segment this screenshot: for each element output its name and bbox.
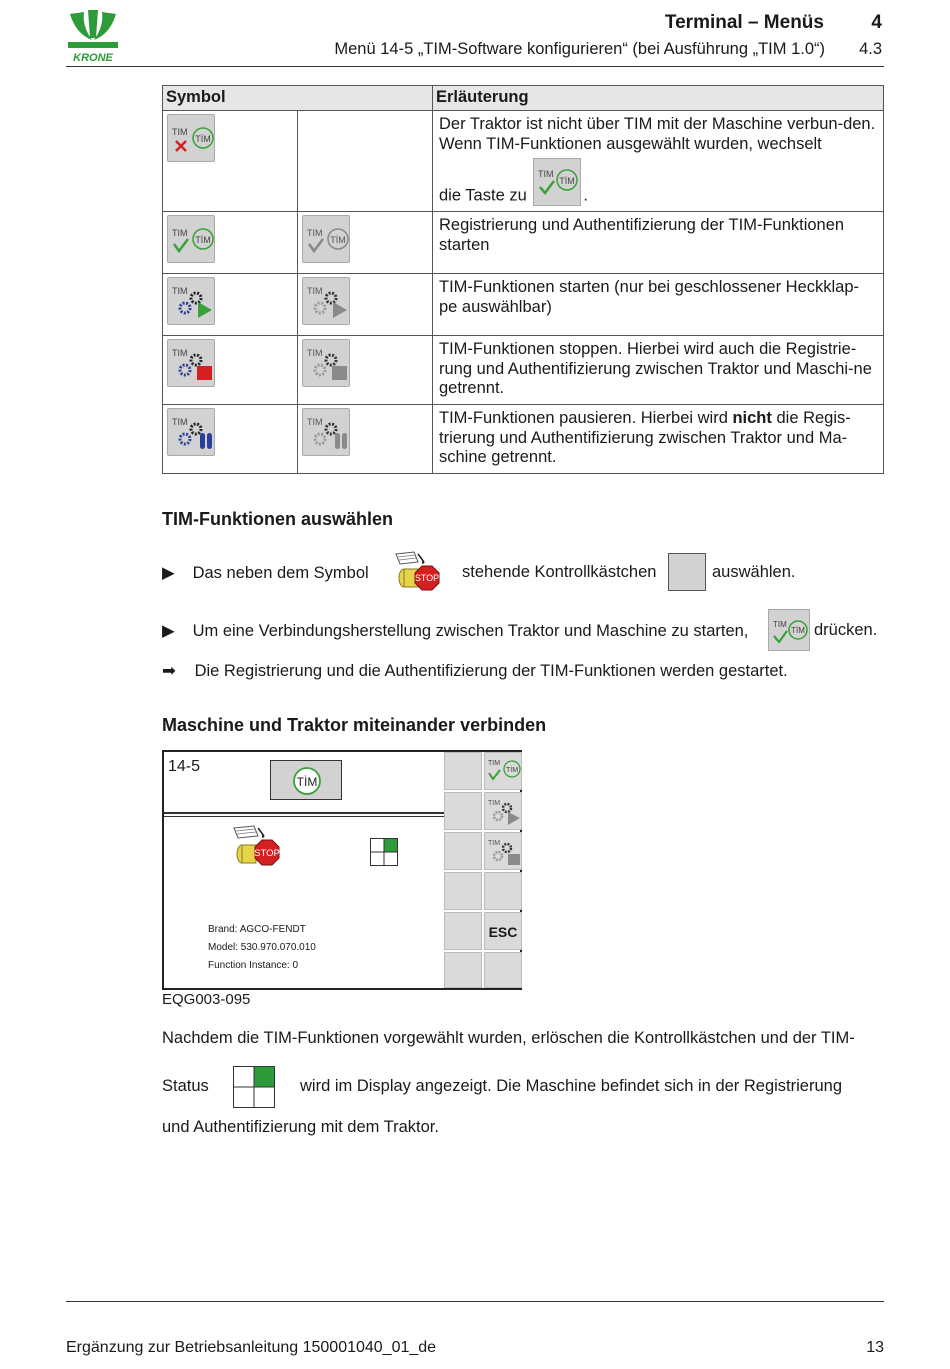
paragraph-line-2: wird im Display angezeigt. Die Maschine befindet sich in der Registrierung bbox=[300, 1077, 843, 1095]
screen-divider bbox=[164, 816, 444, 817]
svg-text:TİM: TİM bbox=[505, 767, 519, 774]
tim-register-active-icon bbox=[167, 215, 215, 263]
softkey-tim-stop[interactable] bbox=[484, 832, 522, 870]
softkey-empty[interactable] bbox=[484, 872, 522, 910]
tim-connect-button[interactable] bbox=[768, 609, 810, 651]
explanation-cell bbox=[433, 336, 884, 405]
row3-text: TIM-Funktionen starten (nur bei geschlossener Heckklap-pe auswählbar) bbox=[439, 278, 860, 316]
softkey-left-3[interactable] bbox=[444, 832, 482, 870]
section-number: 4.3 bbox=[859, 40, 882, 58]
explanation-cell bbox=[433, 405, 884, 474]
svg-text:TIM: TIM bbox=[172, 348, 188, 358]
tim-machine-stop-icon bbox=[392, 550, 444, 594]
row1-text3: . bbox=[583, 186, 588, 205]
svg-text:TIM: TIM bbox=[307, 286, 323, 296]
tim-pause-active-icon bbox=[167, 408, 215, 456]
symbol-cell bbox=[298, 212, 433, 274]
softkey-empty[interactable] bbox=[484, 952, 522, 988]
svg-text:TİM: TİM bbox=[330, 235, 346, 245]
terminal-screen bbox=[162, 750, 522, 990]
softkey-left-1[interactable] bbox=[444, 752, 482, 790]
tim-start-inactive-icon bbox=[302, 277, 350, 325]
header-divider bbox=[66, 66, 884, 67]
tim-machine-stop-icon bbox=[230, 824, 286, 872]
symbol-cell bbox=[163, 274, 298, 336]
row2-text: Registrierung und Authentifizierung der TIM-Funktionen starten bbox=[439, 216, 845, 254]
row5-text-b: die Regis-trierung und Authentifizierung zwischen Traktor und Ma-schine getrennt. bbox=[439, 409, 851, 466]
paragraph-status-label: Status bbox=[162, 1077, 209, 1095]
svg-text:TIM: TIM bbox=[307, 417, 323, 427]
symbol-cell bbox=[163, 111, 298, 212]
function-instance-label: Function Instance: 0 bbox=[208, 960, 299, 971]
tim-register-inactive-icon bbox=[302, 215, 350, 263]
symbol-cell bbox=[298, 336, 433, 405]
step-arrow-icon: ▶ bbox=[162, 564, 175, 582]
step-arrow-icon: ▶ bbox=[162, 622, 175, 640]
menu-id: 14-5 bbox=[168, 758, 201, 775]
tim-status-icon bbox=[370, 838, 398, 866]
svg-text:TIM: TIM bbox=[488, 840, 501, 847]
tim-stop-active-icon bbox=[167, 339, 215, 387]
stop-label: STOP bbox=[414, 573, 440, 583]
checkbox-example[interactable] bbox=[668, 553, 706, 591]
softkey-tim-start[interactable] bbox=[484, 792, 522, 830]
step1-text-a: Das neben dem Symbol bbox=[192, 564, 369, 582]
tim-button-label: TİM bbox=[296, 775, 318, 789]
symbol-cell bbox=[298, 111, 433, 212]
svg-text:TIM: TIM bbox=[488, 800, 501, 807]
softkey-left-5[interactable] bbox=[444, 912, 482, 950]
row5-text-bold: nicht bbox=[732, 409, 772, 427]
step2-text-a: Um eine Verbindungsherstellung zwischen Traktor und Maschine zu starten, bbox=[192, 622, 749, 640]
svg-text:TİM: TİM bbox=[559, 176, 576, 186]
svg-text:TIM: TIM bbox=[488, 760, 501, 767]
section-title: Menü 14-5 „TIM-Software konfigurieren“ (bei Ausführung „TIM 1.0“) bbox=[334, 40, 825, 58]
tim-pause-inactive-icon bbox=[302, 408, 350, 456]
stop-label: STOP bbox=[254, 848, 280, 859]
tim-button[interactable] bbox=[270, 760, 342, 800]
symbol-cell bbox=[163, 405, 298, 474]
row5-text-a: TIM-Funktionen pausieren. Hierbei wird bbox=[439, 409, 733, 427]
row5-text bbox=[433, 405, 883, 472]
svg-text:TIM: TIM bbox=[307, 348, 323, 358]
model-label: Model: 530.970.070.010 bbox=[208, 942, 316, 953]
softkey-left-2[interactable] bbox=[444, 792, 482, 830]
logo-text: KRONE bbox=[73, 52, 113, 64]
footer-document: Ergänzung zur Betriebsanleitung 150001040_01_de bbox=[66, 1339, 437, 1356]
svg-text:TİM: TİM bbox=[195, 235, 211, 245]
svg-text:TİM: TİM bbox=[791, 626, 805, 635]
section-heading-select: TIM-Funktionen auswählen bbox=[162, 509, 394, 529]
result-arrow-icon: ➡ bbox=[162, 662, 176, 680]
tim-stop-inactive-icon bbox=[302, 339, 350, 387]
row1-text2: die Taste zu bbox=[439, 186, 527, 205]
symbol-cell bbox=[298, 274, 433, 336]
col-header-explanation: Erläuterung bbox=[433, 86, 884, 111]
svg-text:TİM: TİM bbox=[195, 134, 211, 144]
explanation-cell bbox=[433, 274, 884, 336]
svg-text:TIM: TIM bbox=[172, 417, 188, 427]
figure-caption: EQG003-095 bbox=[162, 991, 251, 1008]
krone-logo bbox=[62, 8, 124, 64]
step1-text-b: stehende Kontrollkästchen bbox=[462, 563, 657, 581]
svg-text:TIM: TIM bbox=[172, 127, 188, 137]
symbol-cell bbox=[163, 336, 298, 405]
brand-label: Brand: AGCO-FENDT bbox=[208, 924, 306, 935]
softkey-tim-connect[interactable] bbox=[484, 752, 522, 790]
section-heading-connect: Maschine und Traktor miteinander verbinden bbox=[162, 715, 547, 735]
paragraph-line-1: Nachdem die TIM-Funktionen vorgewählt wurden, erlöschen die Kontrollkästchen und der TIM- bbox=[162, 1029, 855, 1047]
step-2 bbox=[162, 621, 748, 641]
col-header-symbol: Symbol bbox=[163, 86, 433, 111]
svg-text:TIM: TIM bbox=[172, 228, 188, 238]
footer-divider bbox=[66, 1301, 884, 1302]
tim-start-active-icon bbox=[167, 277, 215, 325]
symbol-table bbox=[162, 85, 884, 474]
svg-text:TIM: TIM bbox=[538, 169, 554, 179]
chapter-title: Terminal – Menüs bbox=[664, 12, 824, 33]
row4-text: TIM-Funktionen stoppen. Hierbei wird auch die Registrie-rung und Authentifizierung zwischen Traktor und Maschi-ne getrennt. bbox=[439, 340, 872, 397]
softkey-left-4[interactable] bbox=[444, 872, 482, 910]
svg-text:TIM: TIM bbox=[773, 620, 787, 629]
step1-text-c: auswählen. bbox=[712, 563, 796, 581]
page-number: 13 bbox=[866, 1339, 884, 1356]
step-1 bbox=[162, 563, 369, 583]
step2-text-b: drücken. bbox=[814, 621, 878, 639]
explanation-cell bbox=[433, 212, 884, 274]
svg-text:TIM: TIM bbox=[172, 286, 188, 296]
softkey-left-6[interactable] bbox=[444, 952, 482, 988]
row1-text: Der Traktor ist nicht über TIM mit der Maschine verbun-den. Wenn TIM-Funktionen ausgewählt wurden, wechselt bbox=[439, 115, 876, 153]
screen-divider bbox=[164, 812, 444, 814]
tim-status-icon bbox=[233, 1066, 275, 1108]
esc-button[interactable]: ESC bbox=[484, 912, 522, 950]
symbol-cell bbox=[163, 212, 298, 274]
tim-not-connected-icon bbox=[167, 114, 215, 162]
chapter-number: 4 bbox=[871, 12, 882, 33]
result-line bbox=[162, 661, 788, 681]
result-text: Die Registrierung und die Authentifizierung der TIM-Funktionen werden gestartet. bbox=[194, 662, 788, 680]
tim-connect-inline-icon bbox=[533, 158, 581, 206]
paragraph-line-3: und Authentifizierung mit dem Traktor. bbox=[162, 1118, 439, 1136]
symbol-cell bbox=[298, 405, 433, 474]
explanation-cell bbox=[433, 111, 884, 212]
svg-text:TIM: TIM bbox=[307, 228, 323, 238]
